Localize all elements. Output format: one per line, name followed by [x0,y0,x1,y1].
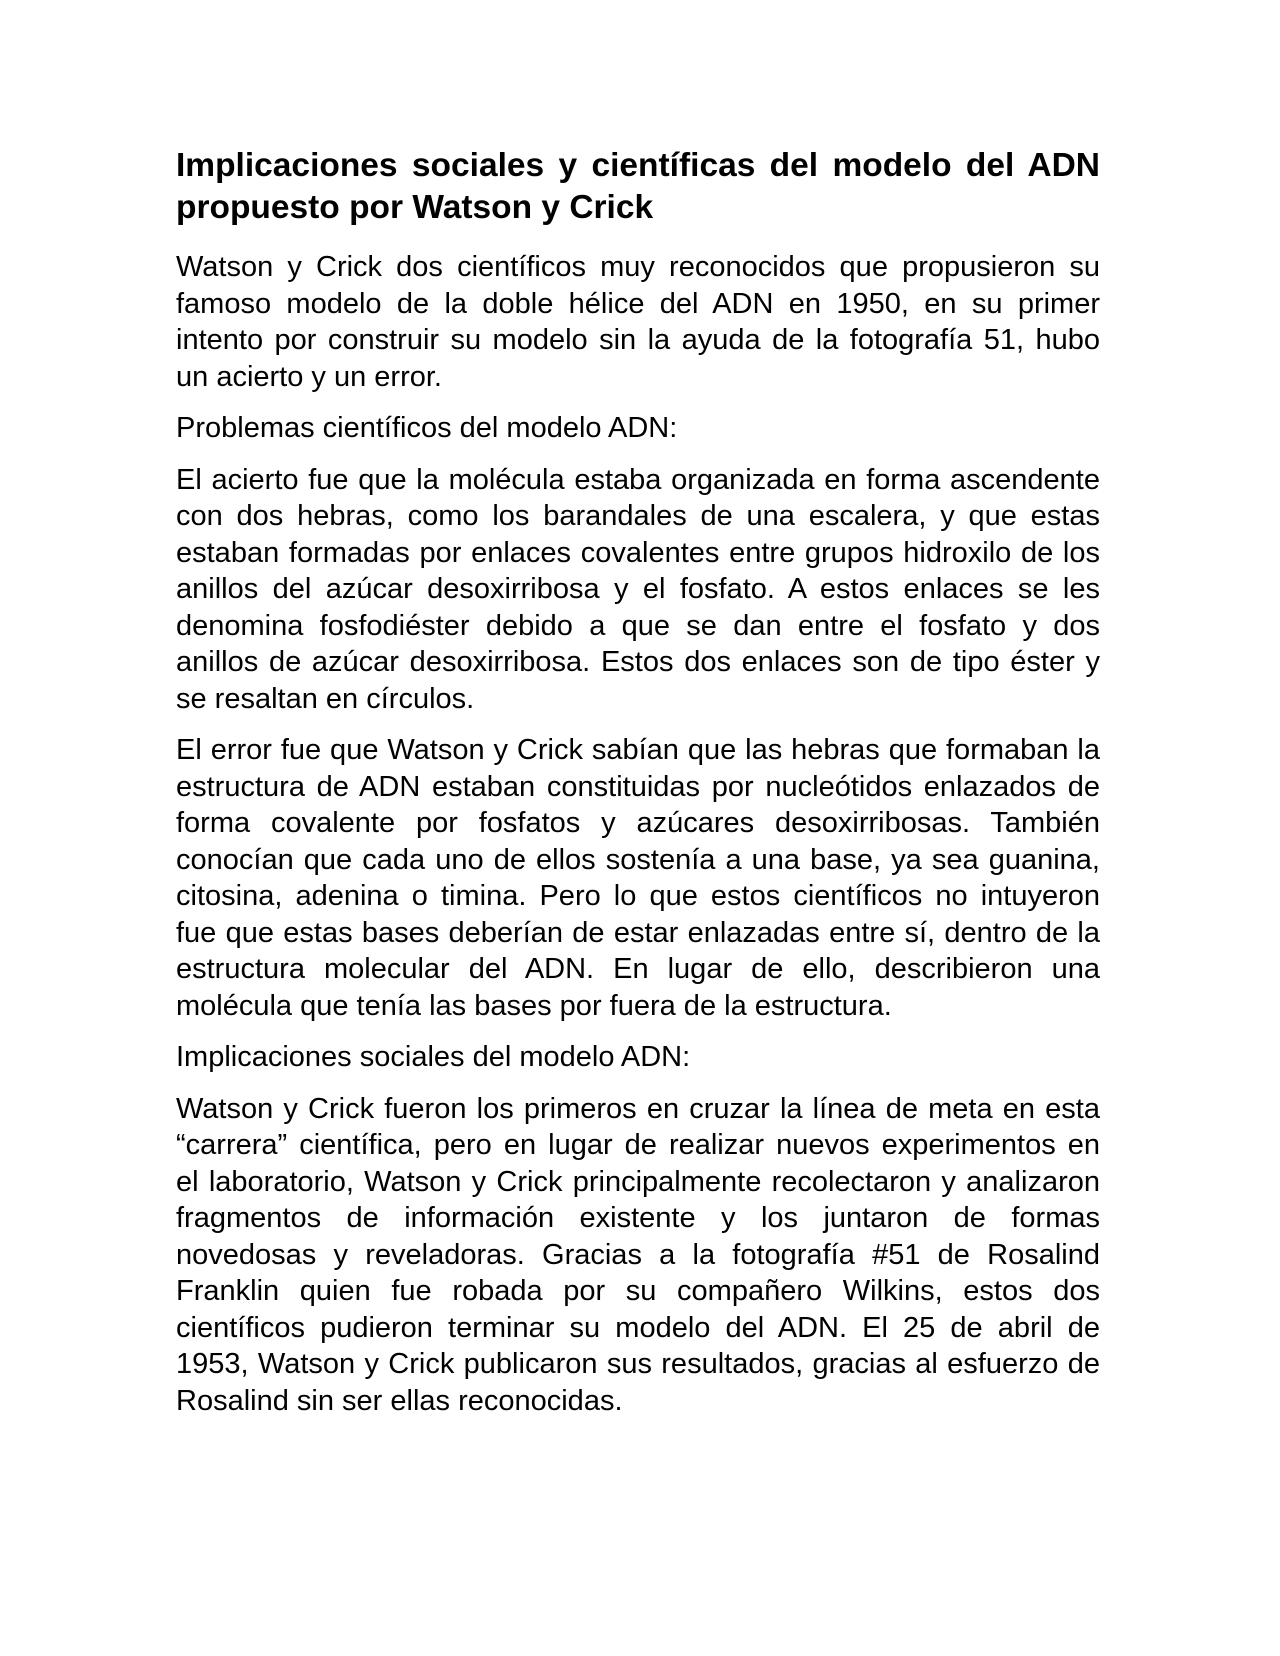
text-line: citosina, adenina o timina. Pero lo que estos científicos no intuyeron [176,880,1100,912]
text-line: famoso modelo de la doble hélice del ADN en 1950, en su primer [176,287,1100,320]
text-line: denomina fosfodiéster debido a que se dan entre el fosfato y dos [176,609,1100,642]
text-line: estaban formadas por enlaces covalentes entre grupos hidroxilo de los [176,536,1100,569]
text-line: científicos pudieron terminar su modelo del ADN. El 25 de abril de [176,1311,1100,1344]
text-line: Rosalind sin ser ellas reconocidas. [176,1384,623,1417]
paragraph [176,462,1100,718]
text-line: el laboratorio, Watson y Crick principalmente recolectaron y analizaron [176,1165,1100,1198]
text-line: molécula que tenía las bases por fuera de la estructura. [176,989,892,1022]
text-line: fue que estas bases deberían de estar enlazadas entre sí, dentro de la [176,916,1100,949]
text-line: anillos del azúcar desoxirribosa y el fosfato. A estos enlaces se les [176,573,1100,605]
text-line: intento por construir su modelo sin la ayuda de la fotografía 51, hubo [176,324,1100,356]
text-line: El error fue que Watson y Crick sabían que las hebras que formaban la [176,734,1100,766]
text-line: “carrera” científica, pero en lugar de realizar nuevos experimentos en [176,1129,1100,1161]
text-line: Implicaciones sociales del modelo ADN: [176,1041,691,1073]
text-line: un acierto y un error. [176,360,442,393]
text-line: Watson y Crick dos científicos muy reconocidos que propusieron su [176,251,1100,283]
text-line: estructura molecular del ADN. En lugar de ello, describieron una [176,953,1100,985]
section-heading [176,1039,1100,1076]
paragraph [176,732,1100,1024]
document-title [176,145,1100,229]
text-line: estructura de ADN estaban constituidas por nucleótidos enlazados de [176,770,1100,803]
text-line: propuesto por Watson y Crick [176,189,654,226]
text-line: Problemas científicos del modelo ADN: [176,412,678,444]
text-line: El acierto fue que la molécula estaba organizada en forma ascendente [176,463,1100,496]
text-line: con dos hebras, como los barandales de una escalera, y que estas [176,500,1100,532]
text-line: anillos de azúcar desoxirribosa. Estos dos enlaces son de tipo éster y [176,646,1100,678]
text-line: Watson y Crick fueron los primeros en cruzar la línea de meta en esta [176,1092,1100,1125]
text-line: Implicaciones sociales y científicas del modelo del ADN [176,147,1100,184]
document-content [176,145,1100,1434]
text-line: conocían que cada uno de ellos sostenía a una base, ya sea guanina, [176,843,1100,876]
text-line: Franklin quien fue robada por su compañero Wilkins, estos dos [176,1275,1100,1307]
paragraph [176,249,1100,395]
text-line: se resaltan en círculos. [176,682,475,715]
section-heading [176,410,1100,447]
text-line: fragmentos de información existente y los juntaron de formas [176,1202,1100,1234]
text-line: novedosas y reveladoras. Gracias a la fotografía #51 de Rosalind [176,1238,1100,1271]
text-line: 1953, Watson y Crick publicaron sus resultados, gracias al esfuerzo de [176,1348,1100,1380]
text-line: forma covalente por fosfatos y azúcares desoxirribosas. También [176,807,1100,839]
paragraph [176,1091,1100,1420]
